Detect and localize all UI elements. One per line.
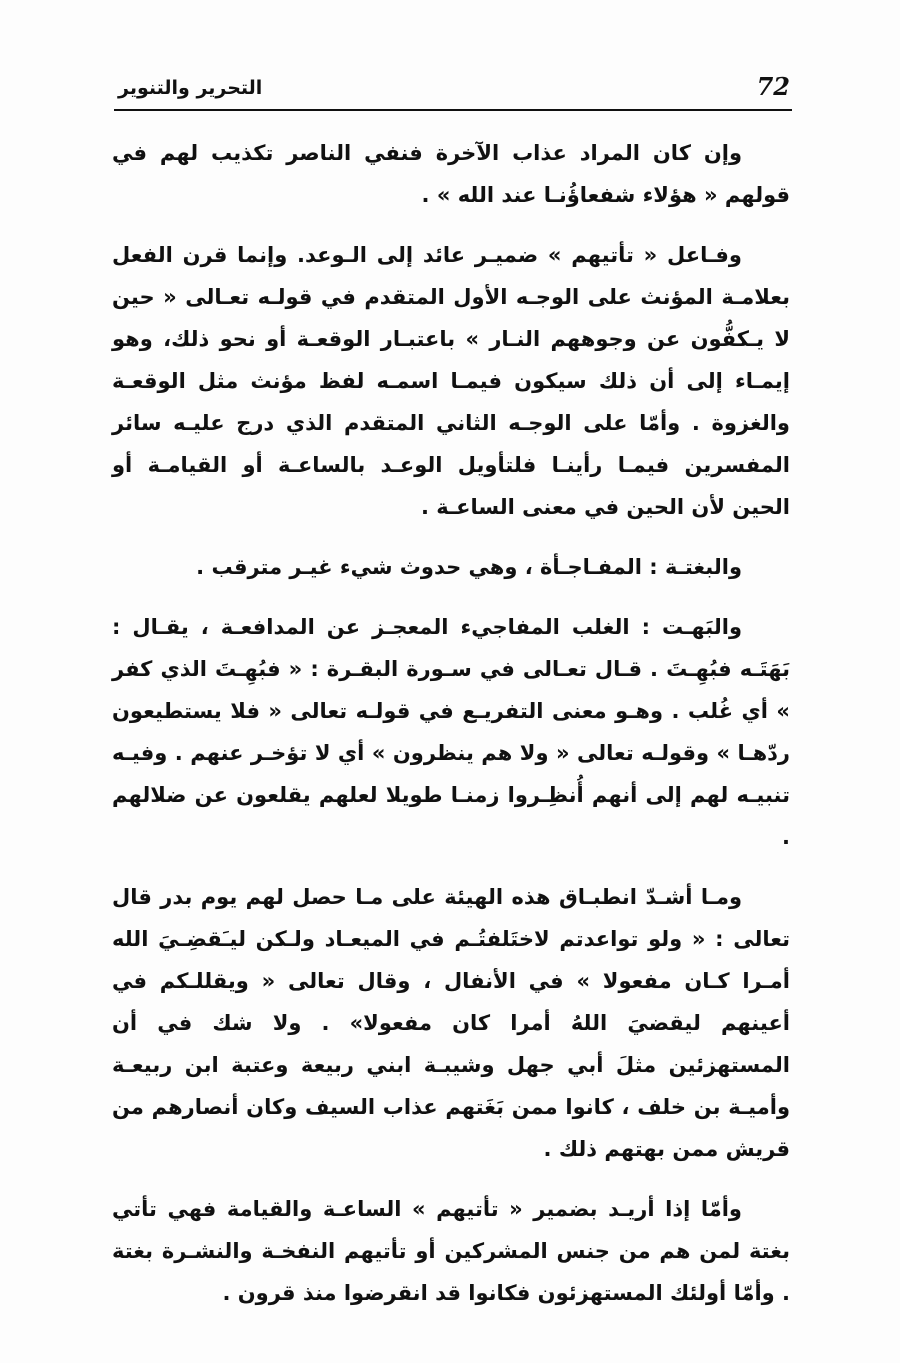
page-header bbox=[118, 72, 790, 106]
page-number: 72 bbox=[756, 72, 790, 101]
paragraph-5: ومـا أشـدّ انطبـاق هذه الهيئة على مـا حصل لهم يوم بدر قال تعالى : « ولو تواعدتم لاختَلفتُـم في الميعـاد ولـكن ليـَقضِـيَ الله أمـرا كـان مفعولا » في الأنفال ، وقال تعالى « ويقللـكم في أعينهم ليقضيَ اللهُ أمرا كان مفعولا» . ولا شك في أن المستهزئين مثلَ أبي جهل وشيبـة ابني ربيعة وعتبة ابن ربيعـة وأميـة بن خلف ، كانوا ممن بَغَتهم عذاب السيف وكان أنصارهم من قريش ممن بهتهم ذلك . bbox=[112, 885, 790, 1161]
header-divider bbox=[114, 109, 792, 111]
paragraph-6: وأمّا إذا أريـد بضمير « تأتيهم » الساعـة والقيامة فهي تأتي بغتة لمن هم من جنس المشركين أو تأتيهم النفخـة والنشـرة بغتة . وأمّا أولئك المستهزئون فكانوا قد انقرضوا منذ قرون . bbox=[112, 1197, 790, 1305]
paragraph-2: وفـاعل « تأتيهم » ضميـر عائد إلى الـوعد. وإنما قرن الفعل بعلامـة المؤنث على الوجـه الأول المتقدم في قولـه تعـالى « حين لا يـكفُّون عن وجوههم النـار » باعتبـار الوقعـة أو نحو ذلك، وهو إيمـاء إلى أن ذلك سيكون فيمـا اسمـه لفظ مؤنث مثل الوقعـة والغزوة . وأمّا على الوجـه الثاني المتقدم الذي درج عليـه سائر المفسرين فيمـا رأينـا فلتأويل الوعـد بالساعـة أو القيامـة أو الحين لأن الحين في معنى الساعـة . bbox=[112, 243, 790, 519]
paragraph-4: والبَهـت : الغلب المفاجيء المعجـز عن المدافعـة ، يقـال : بَهَتَـه فبُهِـتَ . قـال تعـالى في سـورة البقـرة : « فبُهِـتَ الذي كفر » أي غُلب . وهـو معنى التفريـع في قولـه تعالى « فلا يستطيعون ردّهـا » وقولـه تعالى « ولا هم ينظرون » أي لا تؤخـر عنهم . وفيـه تنبيـه لهم إلى أنهم أُنظِـروا زمنـا طويلا لعلهم يقلعون عن ضلالهم . bbox=[112, 615, 790, 849]
paragraph-1: وإن كان المراد عذاب الآخرة فنفي الناصر تكذيب لهم في قولهم « هؤلاء شفعاؤُنـا عند الله » . bbox=[112, 141, 790, 207]
running-title: التحرير والتنوير bbox=[118, 77, 263, 99]
paragraph-3: والبغتـة : المفـاجـأة ، وهي حدوث شيء غيـر مترقب . bbox=[196, 555, 742, 579]
page-body bbox=[112, 132, 790, 1328]
